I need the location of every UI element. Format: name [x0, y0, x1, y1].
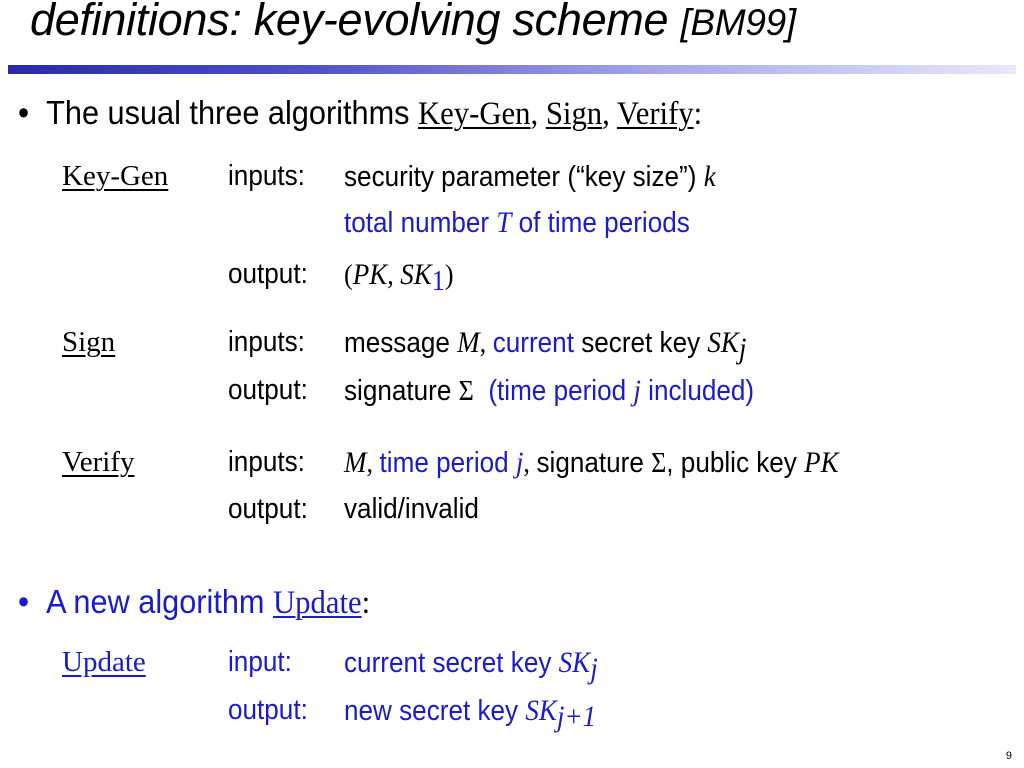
- var-SK: SK: [400, 258, 432, 291]
- algo-name-sign: Sign: [62, 326, 116, 358]
- text: message: [344, 327, 458, 359]
- keygen-input-1: [344, 160, 716, 194]
- separator: ,: [530, 96, 546, 132]
- var-M: M: [457, 326, 480, 359]
- update-output-label: output:: [228, 694, 308, 726]
- var-SK: SK: [707, 326, 739, 359]
- comma: ,: [387, 259, 401, 291]
- verify-output-label: output:: [228, 493, 308, 525]
- page-number: 9: [1005, 750, 1012, 762]
- algo-ref-sign: Sign: [545, 96, 603, 132]
- algo-ref-verify: Verify: [616, 96, 694, 132]
- update-output: [344, 694, 596, 734]
- algo-name-keygen: Key-Gen: [62, 160, 169, 192]
- keygen-output-label: output:: [228, 258, 308, 290]
- text: of time periods: [511, 207, 690, 239]
- var-M: M: [344, 446, 367, 479]
- subscript: j: [590, 652, 598, 685]
- subscript: 1: [431, 265, 445, 297]
- text: new secret key: [344, 695, 526, 727]
- sigma: Σ: [458, 375, 474, 407]
- var-k: k: [703, 160, 716, 193]
- slide-title: [30, 0, 796, 46]
- comma: ,: [479, 327, 493, 359]
- var-PK: PK: [352, 258, 388, 291]
- text: secret key: [573, 327, 708, 359]
- algo-ref-keygen: Key-Gen: [418, 96, 531, 132]
- colon: :: [693, 96, 703, 132]
- var-j: j: [515, 446, 524, 479]
- var-SK: SK: [525, 694, 557, 727]
- var-SK: SK: [558, 646, 591, 679]
- keygen-output: [344, 258, 454, 298]
- var-PK: PK: [804, 446, 839, 479]
- update-input-label: input:: [228, 646, 292, 678]
- sign-output-label: output:: [228, 374, 308, 406]
- bullet-text: The usual three algorithms: [46, 94, 419, 131]
- text: , public key: [666, 447, 805, 479]
- paren: (: [344, 259, 353, 291]
- separator: ,: [602, 96, 617, 132]
- text: included): [640, 375, 755, 407]
- paren: ): [444, 259, 454, 291]
- title-text: definitions: key-evolving scheme: [30, 0, 681, 45]
- subscript: j: [738, 332, 747, 365]
- colon: :: [361, 585, 371, 621]
- highlight-current: current: [492, 327, 574, 359]
- var-j: j: [633, 374, 641, 407]
- text: time period: [379, 447, 516, 479]
- bullet-marker: •: [18, 94, 30, 132]
- bullet-new-algorithm: [18, 583, 370, 622]
- bullet-marker: •: [18, 583, 30, 621]
- algo-name-update: Update: [62, 646, 146, 678]
- var-T: T: [496, 206, 512, 239]
- comma: ,: [366, 447, 380, 479]
- sign-output: [344, 374, 754, 408]
- text: total number: [344, 207, 497, 239]
- title-reference: [BM99]: [680, 2, 796, 43]
- verify-inputs-label: inputs:: [228, 446, 305, 478]
- text: signature: [536, 447, 652, 479]
- sigma: Σ: [651, 447, 667, 479]
- sign-inputs-label: inputs:: [228, 326, 305, 358]
- subscript: j+1: [556, 700, 597, 733]
- update-input: [344, 646, 598, 686]
- text: signature: [344, 375, 459, 407]
- text: security parameter (“key size”): [344, 161, 704, 193]
- verify-inputs: [344, 446, 839, 480]
- text: current secret key: [344, 647, 559, 679]
- bullet-usual-algorithms: [18, 94, 702, 133]
- keygen-inputs-label: inputs:: [228, 160, 305, 192]
- sign-inputs: [344, 326, 746, 366]
- comma: ,: [523, 447, 537, 479]
- verify-output: valid/invalid: [344, 493, 479, 525]
- algo-ref-update: Update: [273, 585, 362, 621]
- title-underline-bar: [8, 65, 1016, 74]
- algo-name-verify: Verify: [62, 446, 135, 478]
- keygen-input-2: [344, 206, 690, 240]
- text: (time period: [473, 375, 634, 407]
- bullet-text: A new algorithm: [46, 583, 274, 620]
